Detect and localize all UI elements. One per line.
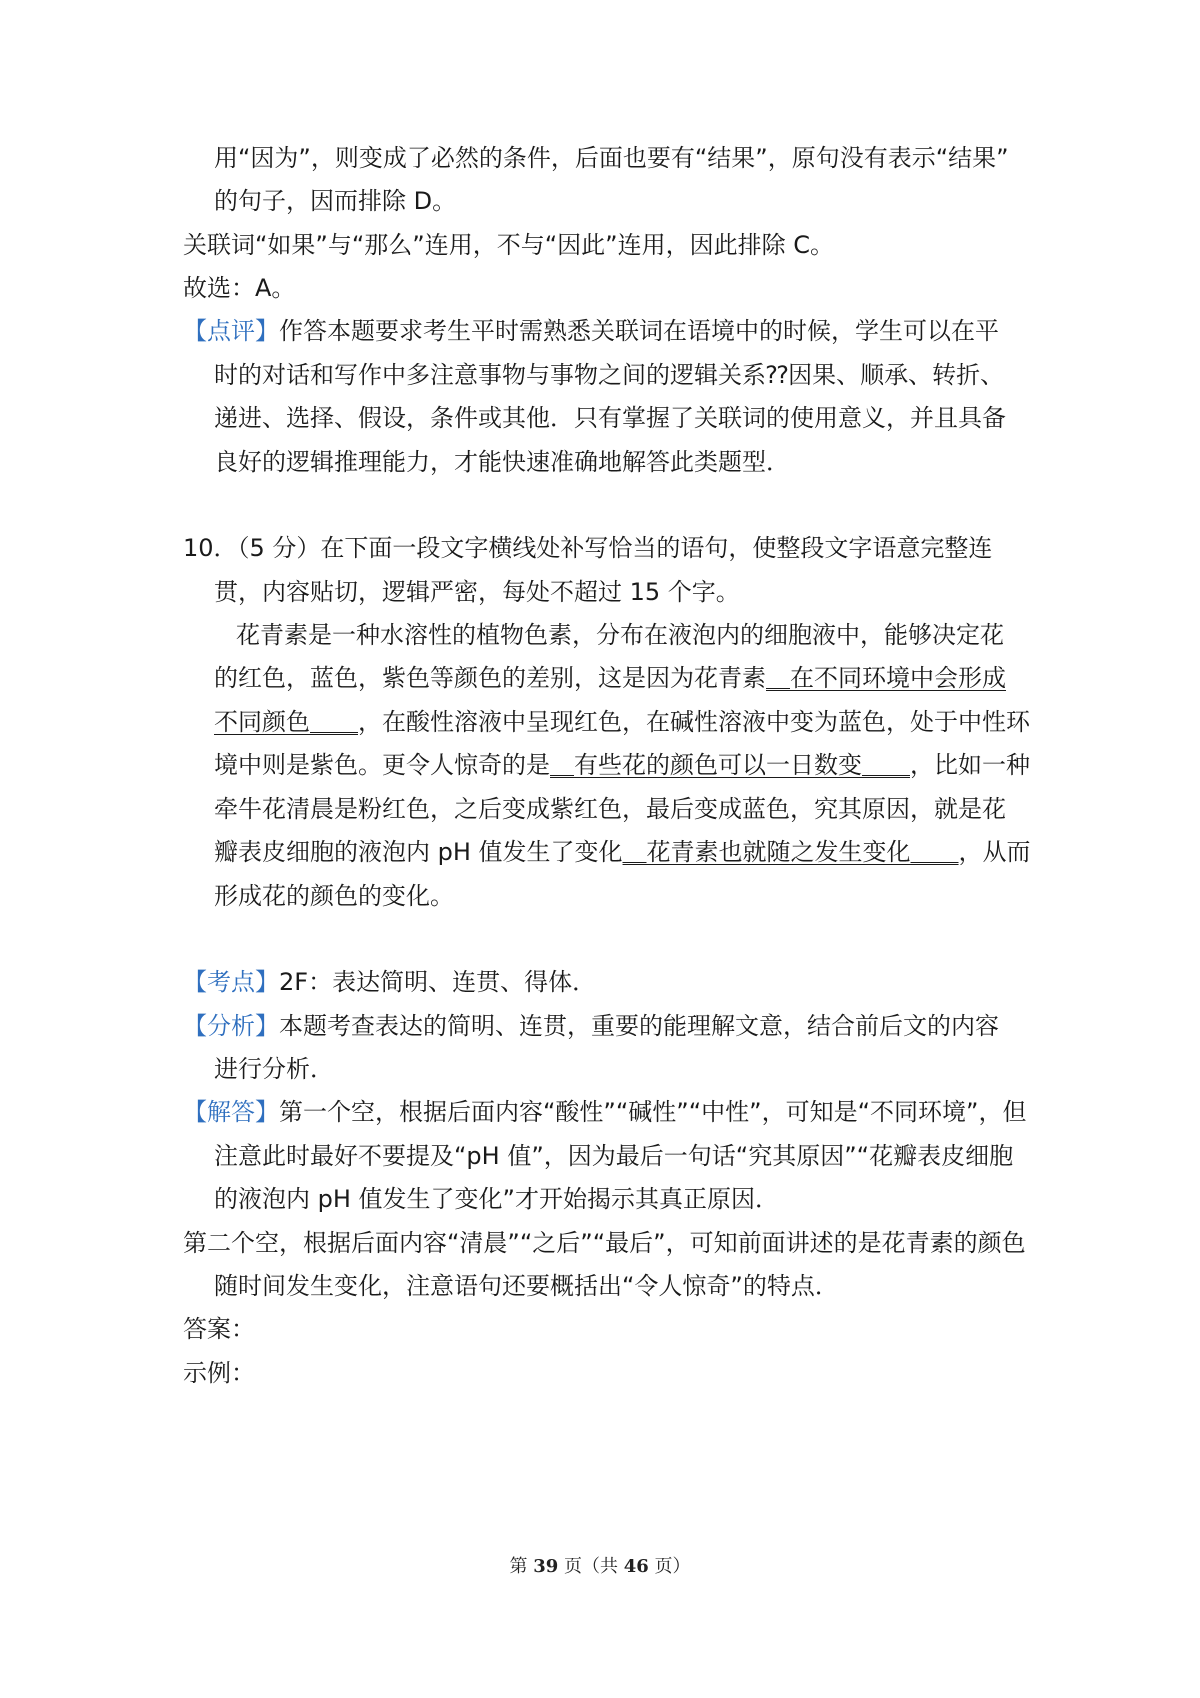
kaodian-line	[183, 965, 596, 999]
comment-line-1	[183, 314, 999, 348]
passage-text-6b: ，从而	[958, 838, 1031, 866]
comment-line-2: 时的对话和写作中多注意事物与事物之间的逻辑关系⁇因果、顺承、转折、	[214, 361, 1005, 389]
footer-prefix: 第	[509, 1556, 534, 1577]
comment-tag: 【点评】	[183, 317, 279, 345]
passage-line-5: 牵牛花清晨是粉红色，之后变成紫红色，最后变成蓝色，究其原因，就是花	[214, 795, 1006, 823]
jieda-line-1	[183, 1095, 1026, 1129]
example-label: 示例：	[183, 1359, 255, 1387]
comment-text-1: 作答本题要求考生平时需熟悉关联词在语境中的时候，学生可以在平	[279, 317, 999, 345]
jieda-text-1: 第一个空，根据后面内容“酸性”“碱性”“中性”，可知是“不同环境”，但	[279, 1098, 1027, 1126]
blank-1-answer-part-2: 不同颜色＿＿	[214, 708, 358, 736]
answer-label: 答案：	[183, 1315, 255, 1343]
passage-text-3: ，在酸性溶液中呈现红色，在碱性溶液中变为蓝色，处于中性环	[358, 708, 1030, 736]
passage-text-4a: 境中则是紫色。更令人惊奇的是	[214, 751, 550, 779]
passage-text-6a: 瓣表皮细胞的液泡内 pH 值发生了变化	[214, 838, 623, 866]
jieda-line-3: 的液泡内 pH 值发生了变化”才开始揭示其真正原因．	[214, 1185, 779, 1213]
passage-line-1: 花青素是一种水溶性的植物色素，分布在液泡内的细胞液中，能够决定花	[236, 621, 1004, 649]
question-stem-line-2: 贯，内容贴切，逻辑严密，每处不超过 15 个字。	[214, 578, 740, 606]
footer-suffix: 页）	[648, 1556, 691, 1577]
second-blank-line-2: 随时间发生变化，注意语句还要概括出“令人惊奇”的特点．	[214, 1272, 839, 1300]
jieda-tag: 【解答】	[183, 1098, 279, 1126]
passage-text-2: 的红色，蓝色，紫色等颜色的差别，这是因为花青素	[214, 664, 766, 692]
comment-line-4: 良好的逻辑推理能力，才能快速准确地解答此类题型．	[214, 448, 790, 476]
fenxi-tag: 【分析】	[183, 1012, 279, 1040]
page-number: 39	[533, 1556, 559, 1577]
kaodian-text: 2F：表达简明、连贯、得体．	[279, 968, 597, 996]
page-total: 46	[623, 1556, 649, 1577]
kaodian-tag: 【考点】	[183, 968, 279, 996]
prev-continuation-line-2: 的句子，因而排除 D。	[214, 187, 457, 215]
fenxi-line-1	[183, 1009, 999, 1043]
passage-line-7: 形成花的颜色的变化。	[214, 882, 454, 910]
question-stem-line-1: 10．（5 分）在下面一段文字横线处补写恰当的语句，使整段文字语意完整连	[183, 534, 993, 562]
passage-line-2	[214, 661, 1006, 695]
passage-line-4	[214, 748, 1030, 782]
blank-2-answer: ＿有些花的颜色可以一日数变＿＿	[550, 751, 910, 779]
footer-middle: 页（共	[558, 1556, 624, 1577]
fenxi-line-2: 进行分析．	[214, 1055, 334, 1083]
passage-text-4b: ，比如一种	[910, 751, 1030, 779]
second-blank-line-1: 第二个空，根据后面内容“清晨”“之后”“最后”，可知前面讲述的是花青素的颜色	[183, 1229, 1026, 1257]
passage-line-6	[214, 835, 1031, 869]
prev-continuation-line-1: 用“因为”，则变成了必然的条件，后面也要有“结果”，原句没有表示“结果”	[214, 144, 1009, 172]
prev-option-c-line: 关联词“如果”与“那么”连用，不与“因此”连用，因此排除 C。	[183, 231, 834, 259]
blank-1-answer-part-1: ＿在不同环境中会形成	[766, 664, 1006, 692]
jieda-line-2: 注意此时最好不要提及“pH 值”，因为最后一句话“究其原因”“花瓣表皮细胞	[214, 1142, 1014, 1170]
blank-3-answer: ＿花青素也就随之发生变化＿＿	[622, 838, 959, 866]
fenxi-text-1: 本题考查表达的简明、连贯，重要的能理解文意，结合前后文的内容	[279, 1012, 999, 1040]
page-footer	[0, 1555, 1200, 1579]
comment-line-3: 递进、选择、假设，条件或其他．只有掌握了关联词的使用意义，并且具备	[214, 404, 1006, 432]
prev-answer-line: 故选：A。	[183, 274, 296, 302]
passage-line-3	[214, 705, 1030, 739]
